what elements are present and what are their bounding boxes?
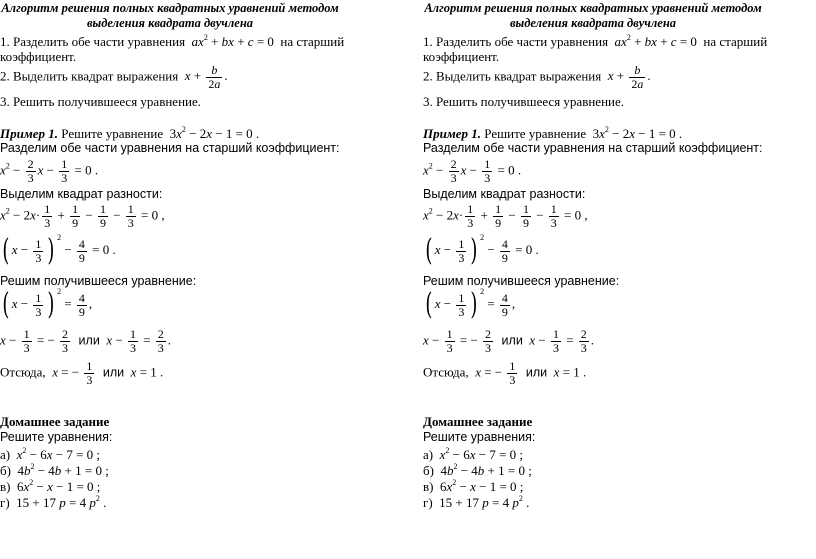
divide-text: Разделим обе части уравнения на старший коэффициент: bbox=[0, 141, 340, 155]
step-1: 1. Разделить обе части уравнения $ax^2$ + bx + c = 0 на старший bbox=[423, 33, 768, 49]
step-3: 3. Решить получившееся уравнение. bbox=[423, 94, 625, 109]
eq-square: $x^2 - 2x\cdot$ $\frac{1}{3}$ + $\frac{1}{9}$ − $\frac{1}{9}$ − $\frac{1}{3}$ = 0 , bbox=[423, 202, 588, 230]
eq-square: $x^2 - 2x\cdot$ $\frac{1}{3}$ + $\frac{1}{9}$ − $\frac{1}{9}$ − $\frac{1}{3}$ = 0 , bbox=[0, 202, 165, 230]
eq-answer: Отсюда, x = − $\frac{1}{3}$ или x = 1 . bbox=[423, 359, 587, 387]
homework-prompt: Решите уравнения: bbox=[423, 430, 536, 444]
worksheet-left bbox=[0, 0, 400, 559]
example-line: Пример 1. Решите уравнение $3x^2 - 2x - 1 = 0$ . bbox=[0, 125, 260, 141]
eq-solve-2: x − $\frac{1}{3}$ = − $\frac{2}{3}$ или x − $\frac{1}{3}$ = $\frac{2}{3}$ . bbox=[423, 327, 595, 355]
step-1-cont: коэффициент. bbox=[0, 49, 77, 64]
step-2: 2. Выделить квадрат выражения x + $\frac{b}{2a}$ . bbox=[0, 63, 228, 91]
hw-item-b: б) $4b^2 - 4b + 1 = 0$ ; bbox=[0, 462, 109, 478]
example-line: Пример 1. Решите уравнение $3x^2 - 2x - 1 = 0$ . bbox=[423, 125, 683, 141]
divide-text: Разделим обе части уравнения на старший коэффициент: bbox=[423, 141, 763, 155]
hw-item-d: г) 15 + 17 p = 4 $p^2$ . bbox=[0, 494, 107, 510]
general-equation: $ax^2$ + bx + c = 0 bbox=[191, 33, 278, 49]
hw-item-c: в) $6x^2 - x - 1 = 0$ ; bbox=[0, 478, 101, 494]
square-text: Выделим квадрат разности: bbox=[0, 187, 163, 201]
eq-solve-1: ( x − $\frac{1}{3}$ ) $^2$ = $\frac{4}{9}$ , bbox=[425, 286, 516, 322]
homework-title: Домашнее задание bbox=[0, 414, 110, 429]
step-1-cont: коэффициент. bbox=[423, 49, 500, 64]
algorithm-title: Алгоритм решения полных квадратных уравнений методом выделения квадрата двучлена bbox=[424, 1, 762, 30]
general-equation: $ax^2$ + bx + c = 0 bbox=[614, 33, 701, 49]
eq-divided: $x^2$ − $\frac{2}{3}$ x − $\frac{1}{3}$ = 0 . bbox=[0, 157, 99, 185]
step-1: 1. Разделить обе части уравнения $ax^2$ + bx + c = 0 на старший bbox=[0, 33, 345, 49]
hw-item-d: г) 15 + 17 p = 4 $p^2$ . bbox=[423, 494, 530, 510]
eq-answer: Отсюда, x = − $\frac{1}{3}$ или x = 1 . bbox=[0, 359, 164, 387]
homework-prompt: Решите уравнения: bbox=[0, 430, 113, 444]
eq-solve-2: x − $\frac{1}{3}$ = − $\frac{2}{3}$ или x − $\frac{1}{3}$ = $\frac{2}{3}$ . bbox=[0, 327, 172, 355]
algorithm-title: Алгоритм решения полных квадратных уравнений методом выделения квадрата двучлена bbox=[1, 1, 339, 30]
hw-item-b: б) $4b^2 - 4b + 1 = 0$ ; bbox=[423, 462, 532, 478]
step-3: 3. Решить получившееся уравнение. bbox=[0, 94, 202, 109]
step-2: 2. Выделить квадрат выражения x + $\frac{b}{2a}$ . bbox=[423, 63, 651, 91]
homework-title: Домашнее задание bbox=[423, 414, 533, 429]
worksheet-right bbox=[423, 0, 816, 559]
solve-text: Решим получившееся уравнение: bbox=[423, 274, 620, 288]
eq-divided: $x^2$ − $\frac{2}{3}$ x − $\frac{1}{3}$ = 0 . bbox=[423, 157, 522, 185]
eq-solve-1: ( x − $\frac{1}{3}$ ) $^2$ = $\frac{4}{9}$ , bbox=[2, 286, 93, 322]
hw-item-a: а) $x^2 - 6x - 7 = 0$ ; bbox=[423, 446, 524, 462]
solve-text: Решим получившееся уравнение: bbox=[0, 274, 197, 288]
square-text: Выделим квадрат разности: bbox=[423, 187, 586, 201]
eq-square-2: ( x − $\frac{1}{3}$ ) $^2$ − $\frac{4}{9}$ = 0 . bbox=[425, 232, 539, 268]
hw-item-a: а) $x^2 - 6x - 7 = 0$ ; bbox=[0, 446, 101, 462]
hw-item-c: в) $6x^2 - x - 1 = 0$ ; bbox=[423, 478, 524, 494]
eq-square-2: ( x − $\frac{1}{3}$ ) $^2$ − $\frac{4}{9}$ = 0 . bbox=[2, 232, 116, 268]
